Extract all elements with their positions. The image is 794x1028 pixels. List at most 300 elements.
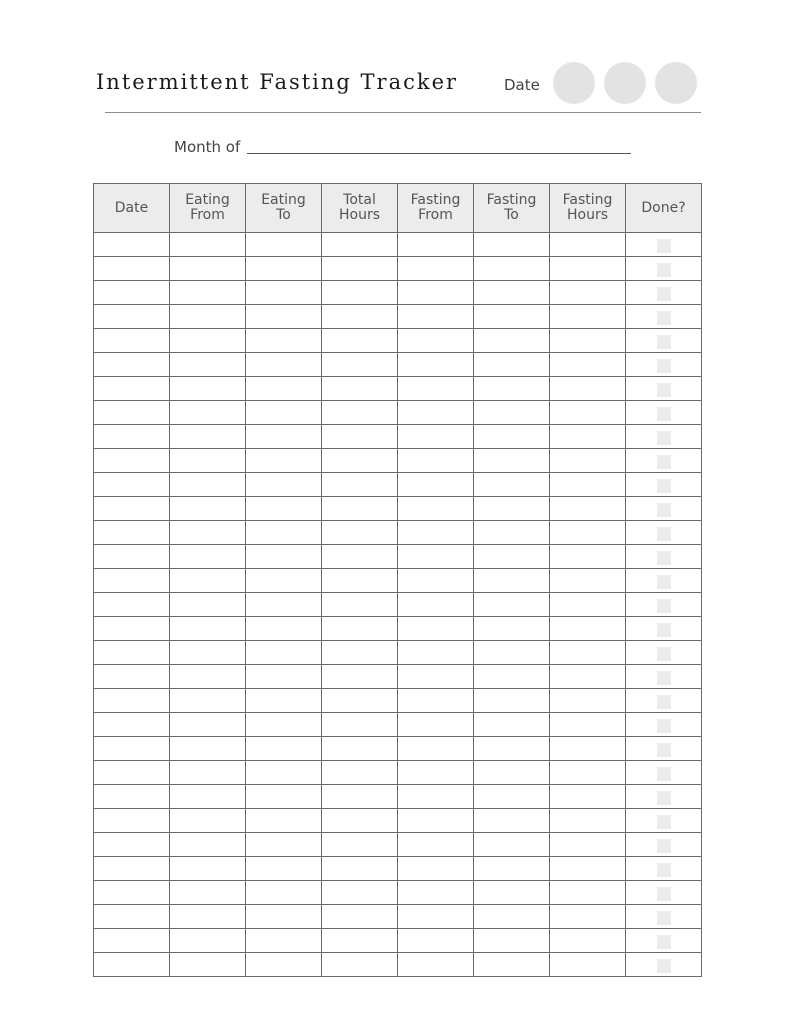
fasting-hours-cell[interactable]: [550, 377, 626, 401]
total-hours-cell[interactable]: [322, 833, 398, 857]
date-cell[interactable]: [94, 305, 170, 329]
fasting-from-cell[interactable]: [398, 425, 474, 449]
done-checkbox[interactable]: [657, 431, 671, 445]
date-cell[interactable]: [94, 497, 170, 521]
total-hours-cell[interactable]: [322, 569, 398, 593]
eating-from-cell[interactable]: [170, 401, 246, 425]
fasting-to-cell[interactable]: [474, 281, 550, 305]
date-cell[interactable]: [94, 545, 170, 569]
eating-to-cell[interactable]: [246, 761, 322, 785]
date-cell[interactable]: [94, 713, 170, 737]
fasting-to-cell[interactable]: [474, 929, 550, 953]
done-checkbox[interactable]: [657, 863, 671, 877]
total-hours-cell[interactable]: [322, 401, 398, 425]
date-circle-day[interactable]: [604, 62, 646, 104]
eating-from-cell[interactable]: [170, 737, 246, 761]
fasting-to-cell[interactable]: [474, 641, 550, 665]
done-checkbox[interactable]: [657, 551, 671, 565]
fasting-hours-cell[interactable]: [550, 881, 626, 905]
eating-to-cell[interactable]: [246, 809, 322, 833]
done-cell: [626, 617, 702, 641]
fasting-from-cell[interactable]: [398, 233, 474, 257]
fasting-to-cell[interactable]: [474, 857, 550, 881]
col-header-eating-to: Eating To: [246, 184, 322, 233]
eating-from-cell[interactable]: [170, 425, 246, 449]
date-cell[interactable]: [94, 329, 170, 353]
done-checkbox[interactable]: [657, 575, 671, 589]
eating-to-cell[interactable]: [246, 257, 322, 281]
fasting-from-cell[interactable]: [398, 353, 474, 377]
date-cell[interactable]: [94, 401, 170, 425]
table-row: [94, 857, 702, 881]
eating-to-cell[interactable]: [246, 449, 322, 473]
date-cell[interactable]: [94, 737, 170, 761]
fasting-from-cell[interactable]: [398, 713, 474, 737]
fasting-hours-cell[interactable]: [550, 233, 626, 257]
table-row: [94, 713, 702, 737]
eating-from-cell[interactable]: [170, 833, 246, 857]
fasting-hours-cell[interactable]: [550, 785, 626, 809]
fasting-to-cell[interactable]: [474, 785, 550, 809]
col-header-eating-from: Eating From: [170, 184, 246, 233]
eating-from-cell[interactable]: [170, 593, 246, 617]
done-cell: [626, 425, 702, 449]
done-cell: [626, 905, 702, 929]
eating-to-cell[interactable]: [246, 881, 322, 905]
done-checkbox[interactable]: [657, 695, 671, 709]
done-cell: [626, 857, 702, 881]
eating-from-cell[interactable]: [170, 257, 246, 281]
done-checkbox[interactable]: [657, 311, 671, 325]
eating-to-cell[interactable]: [246, 857, 322, 881]
eating-to-cell[interactable]: [246, 401, 322, 425]
fasting-to-cell[interactable]: [474, 449, 550, 473]
done-checkbox[interactable]: [657, 359, 671, 373]
table-row: [94, 665, 702, 689]
date-label: Date: [504, 76, 540, 94]
eating-from-cell[interactable]: [170, 545, 246, 569]
date-cell[interactable]: [94, 521, 170, 545]
total-hours-cell[interactable]: [322, 665, 398, 689]
eating-to-cell[interactable]: [246, 929, 322, 953]
fasting-hours-cell[interactable]: [550, 473, 626, 497]
fasting-hours-cell[interactable]: [550, 521, 626, 545]
date-cell[interactable]: [94, 473, 170, 497]
total-hours-cell[interactable]: [322, 425, 398, 449]
total-hours-cell[interactable]: [322, 281, 398, 305]
table-row: [94, 353, 702, 377]
fasting-hours-cell[interactable]: [550, 809, 626, 833]
table-row: [94, 377, 702, 401]
eating-to-cell[interactable]: [246, 641, 322, 665]
fasting-to-cell[interactable]: [474, 425, 550, 449]
done-cell: [626, 353, 702, 377]
fasting-from-cell[interactable]: [398, 449, 474, 473]
eating-to-cell[interactable]: [246, 353, 322, 377]
done-checkbox[interactable]: [657, 239, 671, 253]
date-cell[interactable]: [94, 641, 170, 665]
total-hours-cell[interactable]: [322, 809, 398, 833]
date-cell[interactable]: [94, 617, 170, 641]
date-cell[interactable]: [94, 593, 170, 617]
col-header-total-hours: Total Hours: [322, 184, 398, 233]
eating-from-cell[interactable]: [170, 305, 246, 329]
fasting-to-cell[interactable]: [474, 401, 550, 425]
done-cell: [626, 521, 702, 545]
total-hours-cell[interactable]: [322, 497, 398, 521]
table-row: [94, 593, 702, 617]
fasting-from-cell[interactable]: [398, 761, 474, 785]
fasting-hours-cell[interactable]: [550, 833, 626, 857]
fasting-from-cell[interactable]: [398, 665, 474, 689]
date-cell[interactable]: [94, 833, 170, 857]
date-cell[interactable]: [94, 857, 170, 881]
done-checkbox[interactable]: [657, 527, 671, 541]
eating-from-cell[interactable]: [170, 569, 246, 593]
fasting-from-cell[interactable]: [398, 689, 474, 713]
done-cell: [626, 449, 702, 473]
fasting-to-cell[interactable]: [474, 569, 550, 593]
fasting-to-cell[interactable]: [474, 953, 550, 977]
table-row: [94, 761, 702, 785]
total-hours-cell[interactable]: [322, 761, 398, 785]
date-cell[interactable]: [94, 425, 170, 449]
table-row: [94, 641, 702, 665]
date-cell[interactable]: [94, 809, 170, 833]
eating-from-cell[interactable]: [170, 953, 246, 977]
fasting-from-cell[interactable]: [398, 329, 474, 353]
total-hours-cell[interactable]: [322, 953, 398, 977]
done-checkbox[interactable]: [657, 383, 671, 397]
fasting-hours-cell[interactable]: [550, 329, 626, 353]
fasting-to-cell[interactable]: [474, 257, 550, 281]
done-cell: [626, 665, 702, 689]
table-body: [94, 233, 702, 977]
done-checkbox[interactable]: [657, 263, 671, 277]
fasting-to-cell[interactable]: [474, 833, 550, 857]
done-cell: [626, 257, 702, 281]
done-checkbox[interactable]: [657, 503, 671, 517]
eating-to-cell[interactable]: [246, 569, 322, 593]
date-cell[interactable]: [94, 761, 170, 785]
eating-from-cell[interactable]: [170, 329, 246, 353]
fasting-to-cell[interactable]: [474, 353, 550, 377]
done-checkbox[interactable]: [657, 839, 671, 853]
total-hours-cell[interactable]: [322, 545, 398, 569]
date-cell[interactable]: [94, 281, 170, 305]
col-header-done: Done?: [626, 184, 702, 233]
done-checkbox[interactable]: [657, 911, 671, 925]
fasting-hours-cell[interactable]: [550, 545, 626, 569]
date-cell[interactable]: [94, 449, 170, 473]
table-row: [94, 569, 702, 593]
eating-from-cell[interactable]: [170, 281, 246, 305]
table-row: [94, 833, 702, 857]
eating-to-cell[interactable]: [246, 305, 322, 329]
fasting-hours-cell[interactable]: [550, 281, 626, 305]
fasting-from-cell[interactable]: [398, 929, 474, 953]
fasting-hours-cell[interactable]: [550, 737, 626, 761]
fasting-to-cell[interactable]: [474, 473, 550, 497]
eating-to-cell[interactable]: [246, 905, 322, 929]
month-label: Month of: [174, 138, 241, 156]
fasting-table: [93, 183, 702, 977]
eating-from-cell[interactable]: [170, 761, 246, 785]
eating-to-cell[interactable]: [246, 833, 322, 857]
header-divider: [105, 112, 701, 113]
fasting-to-cell[interactable]: [474, 617, 550, 641]
table-row: [94, 953, 702, 977]
eating-to-cell[interactable]: [246, 617, 322, 641]
date-circle-month[interactable]: [553, 62, 595, 104]
fasting-from-cell[interactable]: [398, 545, 474, 569]
date-cell[interactable]: [94, 929, 170, 953]
total-hours-cell[interactable]: [322, 929, 398, 953]
fasting-hours-cell[interactable]: [550, 665, 626, 689]
total-hours-cell[interactable]: [322, 521, 398, 545]
done-checkbox[interactable]: [657, 479, 671, 493]
fasting-from-cell[interactable]: [398, 641, 474, 665]
fasting-hours-cell[interactable]: [550, 713, 626, 737]
fasting-from-cell[interactable]: [398, 857, 474, 881]
done-checkbox[interactable]: [657, 599, 671, 613]
eating-to-cell[interactable]: [246, 737, 322, 761]
total-hours-cell[interactable]: [322, 905, 398, 929]
total-hours-cell[interactable]: [322, 785, 398, 809]
eating-to-cell[interactable]: [246, 593, 322, 617]
table-row: [94, 497, 702, 521]
fasting-hours-cell[interactable]: [550, 449, 626, 473]
fasting-from-cell[interactable]: [398, 473, 474, 497]
date-cell[interactable]: [94, 905, 170, 929]
fasting-hours-cell[interactable]: [550, 689, 626, 713]
fasting-to-cell[interactable]: [474, 761, 550, 785]
table-row: [94, 689, 702, 713]
done-checkbox[interactable]: [657, 407, 671, 421]
fasting-to-cell[interactable]: [474, 497, 550, 521]
eating-from-cell[interactable]: [170, 785, 246, 809]
eating-to-cell[interactable]: [246, 473, 322, 497]
done-cell: [626, 377, 702, 401]
eating-from-cell[interactable]: [170, 881, 246, 905]
total-hours-cell[interactable]: [322, 713, 398, 737]
done-cell: [626, 953, 702, 977]
fasting-hours-cell[interactable]: [550, 929, 626, 953]
total-hours-cell[interactable]: [322, 857, 398, 881]
done-checkbox[interactable]: [657, 455, 671, 469]
fasting-hours-cell[interactable]: [550, 569, 626, 593]
eating-to-cell[interactable]: [246, 281, 322, 305]
fasting-hours-cell[interactable]: [550, 905, 626, 929]
fasting-from-cell[interactable]: [398, 905, 474, 929]
done-checkbox[interactable]: [657, 335, 671, 349]
eating-from-cell[interactable]: [170, 809, 246, 833]
fasting-hours-cell[interactable]: [550, 425, 626, 449]
done-checkbox[interactable]: [657, 791, 671, 805]
fasting-from-cell[interactable]: [398, 809, 474, 833]
date-cell[interactable]: [94, 953, 170, 977]
eating-to-cell[interactable]: [246, 953, 322, 977]
eating-to-cell[interactable]: [246, 233, 322, 257]
eating-from-cell[interactable]: [170, 713, 246, 737]
fasting-from-cell[interactable]: [398, 521, 474, 545]
fasting-from-cell[interactable]: [398, 833, 474, 857]
fasting-to-cell[interactable]: [474, 329, 550, 353]
done-cell: [626, 329, 702, 353]
total-hours-cell[interactable]: [322, 689, 398, 713]
done-cell: [626, 569, 702, 593]
done-checkbox[interactable]: [657, 887, 671, 901]
fasting-hours-cell[interactable]: [550, 401, 626, 425]
table-row: [94, 905, 702, 929]
done-checkbox[interactable]: [657, 287, 671, 301]
done-checkbox[interactable]: [657, 719, 671, 733]
eating-to-cell[interactable]: [246, 713, 322, 737]
date-cell[interactable]: [94, 689, 170, 713]
done-checkbox[interactable]: [657, 767, 671, 781]
fasting-hours-cell[interactable]: [550, 953, 626, 977]
total-hours-cell[interactable]: [322, 473, 398, 497]
eating-from-cell[interactable]: [170, 377, 246, 401]
fasting-to-cell[interactable]: [474, 593, 550, 617]
eating-to-cell[interactable]: [246, 329, 322, 353]
fasting-to-cell[interactable]: [474, 521, 550, 545]
done-checkbox[interactable]: [657, 671, 671, 685]
eating-from-cell[interactable]: [170, 929, 246, 953]
table-header-row: [94, 184, 702, 233]
total-hours-cell[interactable]: [322, 329, 398, 353]
fasting-hours-cell[interactable]: [550, 593, 626, 617]
fasting-to-cell[interactable]: [474, 881, 550, 905]
total-hours-cell[interactable]: [322, 737, 398, 761]
total-hours-cell[interactable]: [322, 641, 398, 665]
fasting-from-cell[interactable]: [398, 785, 474, 809]
total-hours-cell[interactable]: [322, 233, 398, 257]
fasting-to-cell[interactable]: [474, 689, 550, 713]
fasting-to-cell[interactable]: [474, 737, 550, 761]
done-checkbox[interactable]: [657, 935, 671, 949]
fasting-from-cell[interactable]: [398, 497, 474, 521]
eating-to-cell[interactable]: [246, 521, 322, 545]
total-hours-cell[interactable]: [322, 593, 398, 617]
eating-from-cell[interactable]: [170, 473, 246, 497]
date-cell[interactable]: [94, 233, 170, 257]
fasting-hours-cell[interactable]: [550, 641, 626, 665]
eating-from-cell[interactable]: [170, 641, 246, 665]
month-field[interactable]: [247, 153, 631, 154]
total-hours-cell[interactable]: [322, 449, 398, 473]
eating-from-cell[interactable]: [170, 449, 246, 473]
fasting-to-cell[interactable]: [474, 809, 550, 833]
total-hours-cell[interactable]: [322, 377, 398, 401]
done-checkbox[interactable]: [657, 959, 671, 973]
eating-to-cell[interactable]: [246, 497, 322, 521]
eating-from-cell[interactable]: [170, 497, 246, 521]
fasting-from-cell[interactable]: [398, 593, 474, 617]
date-cell[interactable]: [94, 665, 170, 689]
fasting-to-cell[interactable]: [474, 665, 550, 689]
table-row: [94, 425, 702, 449]
fasting-hours-cell[interactable]: [550, 617, 626, 641]
eating-to-cell[interactable]: [246, 425, 322, 449]
fasting-to-cell[interactable]: [474, 905, 550, 929]
eating-to-cell[interactable]: [246, 689, 322, 713]
eating-from-cell[interactable]: [170, 905, 246, 929]
done-checkbox[interactable]: [657, 647, 671, 661]
fasting-from-cell[interactable]: [398, 569, 474, 593]
fasting-to-cell[interactable]: [474, 545, 550, 569]
fasting-hours-cell[interactable]: [550, 497, 626, 521]
eating-from-cell[interactable]: [170, 665, 246, 689]
fasting-hours-cell[interactable]: [550, 305, 626, 329]
table-row: [94, 233, 702, 257]
eating-from-cell[interactable]: [170, 857, 246, 881]
fasting-from-cell[interactable]: [398, 953, 474, 977]
done-cell: [626, 833, 702, 857]
table-row: [94, 809, 702, 833]
fasting-hours-cell[interactable]: [550, 257, 626, 281]
eating-from-cell[interactable]: [170, 617, 246, 641]
fasting-from-cell[interactable]: [398, 377, 474, 401]
date-cell[interactable]: [94, 377, 170, 401]
date-cell[interactable]: [94, 257, 170, 281]
fasting-from-cell[interactable]: [398, 401, 474, 425]
eating-from-cell[interactable]: [170, 521, 246, 545]
table-row: [94, 929, 702, 953]
fasting-from-cell[interactable]: [398, 881, 474, 905]
done-cell: [626, 737, 702, 761]
eating-to-cell[interactable]: [246, 377, 322, 401]
fasting-hours-cell[interactable]: [550, 761, 626, 785]
fasting-hours-cell[interactable]: [550, 857, 626, 881]
fasting-to-cell[interactable]: [474, 377, 550, 401]
col-header-fasting-to: Fasting To: [474, 184, 550, 233]
total-hours-cell[interactable]: [322, 881, 398, 905]
total-hours-cell[interactable]: [322, 617, 398, 641]
total-hours-cell[interactable]: [322, 353, 398, 377]
fasting-to-cell[interactable]: [474, 305, 550, 329]
eating-from-cell[interactable]: [170, 353, 246, 377]
date-cell[interactable]: [94, 785, 170, 809]
fasting-from-cell[interactable]: [398, 305, 474, 329]
table-row: [94, 329, 702, 353]
done-checkbox[interactable]: [657, 623, 671, 637]
eating-to-cell[interactable]: [246, 545, 322, 569]
date-cell[interactable]: [94, 881, 170, 905]
eating-from-cell[interactable]: [170, 233, 246, 257]
date-cell[interactable]: [94, 569, 170, 593]
total-hours-cell[interactable]: [322, 305, 398, 329]
done-checkbox[interactable]: [657, 743, 671, 757]
eating-to-cell[interactable]: [246, 665, 322, 689]
eating-from-cell[interactable]: [170, 689, 246, 713]
eating-to-cell[interactable]: [246, 785, 322, 809]
fasting-hours-cell[interactable]: [550, 353, 626, 377]
done-cell: [626, 233, 702, 257]
fasting-from-cell[interactable]: [398, 737, 474, 761]
fasting-to-cell[interactable]: [474, 713, 550, 737]
total-hours-cell[interactable]: [322, 257, 398, 281]
table-row: [94, 401, 702, 425]
fasting-from-cell[interactable]: [398, 281, 474, 305]
date-circle-year[interactable]: [655, 62, 697, 104]
date-cell[interactable]: [94, 353, 170, 377]
fasting-from-cell[interactable]: [398, 257, 474, 281]
fasting-from-cell[interactable]: [398, 617, 474, 641]
done-checkbox[interactable]: [657, 815, 671, 829]
fasting-to-cell[interactable]: [474, 233, 550, 257]
done-cell: [626, 401, 702, 425]
